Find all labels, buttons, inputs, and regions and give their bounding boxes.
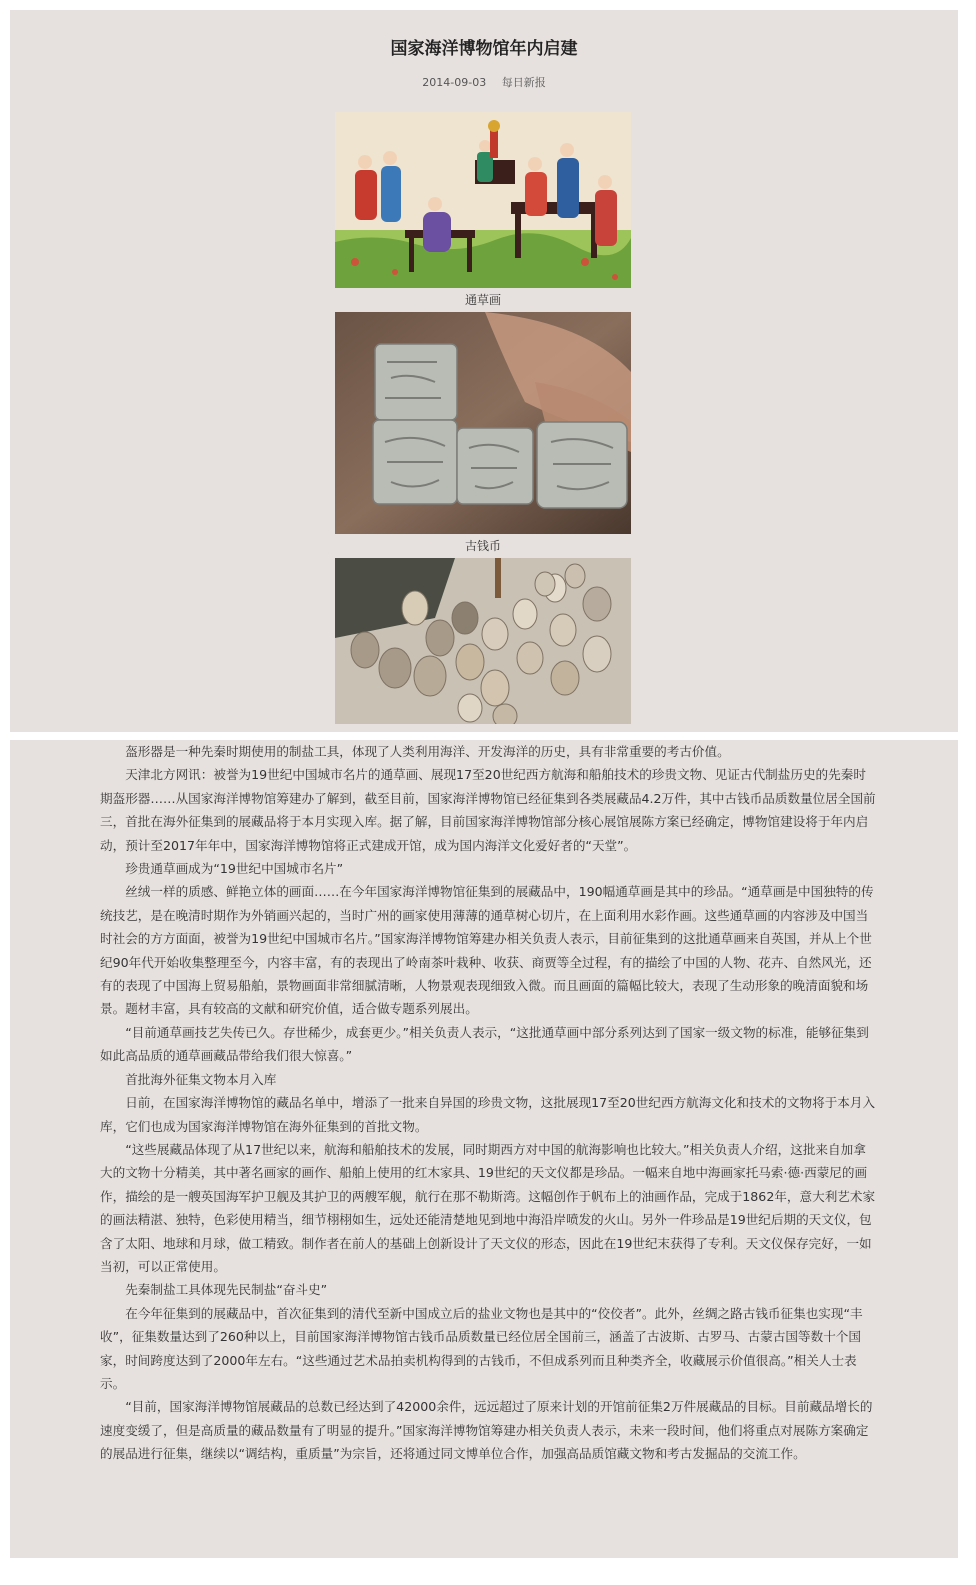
paragraph: 在今年征集到的展藏品中，首次征集到的清代至新中国成立后的盐业文物也是其中的“佼佼者”。此外，丝绸之路古钱币征集也实现“丰收”，征集数量达到了260种以上，目前国家海洋博物馆古钱币品质数量已经位居全国前三，涵盖了古波斯、古罗马、古蒙古国等数十个国家，时间跨度达到了2000年左右。“这些通过艺术品拍卖机构得到的古钱币，不但成系列而且种类齐全，收藏展示价值很高。”相关人士表示。 — [100, 1305, 863, 1391]
article-body-panel — [10, 740, 958, 1558]
paragraph: 日前，在国家海洋博物馆的藏品名单中，增添了一批来自异国的珍贵文物，这批展现17至20世纪西方航海文化和技术的文物将于本月入库，它们也成为国家海洋博物馆在海外征集到的首批文物。 — [100, 1095, 876, 1134]
article-header-panel — [10, 10, 958, 732]
painting-image — [335, 112, 631, 288]
figure-painting — [335, 112, 631, 308]
article-meta — [10, 74, 958, 90]
painting-caption: 通草画 — [464, 293, 501, 307]
subheading: 先秦制盐工具体现先民制盐“奋斗史” — [125, 1282, 328, 1298]
article-body — [100, 740, 876, 1466]
coins-caption: 古钱币 — [464, 539, 501, 553]
paragraph: 丝绒一样的质感、鲜艳立体的画面……在今年国家海洋博物馆征集到的展藏品中，190幅通草画是其中的珍品。“通草画是中国独特的传统技艺，是在晚清时期作为外销画兴起的，当时广州的画家使用薄薄的通草树心切片，在上面利用水彩作画。这些通草画的内容涉及中国当时社会的方方面面，被誉为19世纪中国城市名片。”国家海洋博物馆筹建办相关负责人表示，目前征集到的这批通草画来自英国，并从上个世纪90年代开始收集整理至今，内容丰富，有的表现出了岭南茶叶栽种、收获、商贾等全过程，有的描绘了中国的人物、花卉、自然风光，还有的表现了中国海上贸易船舶，景物画面非常细腻清晰，人物景观表现细致入微。而且画面的篇幅比较大，表现了生动形象的晚清面貌和场景。题材丰富，具有较高的文献和研究价值，适合做专题系列展出。 — [100, 884, 874, 1017]
subheading: 首批海外征集文物本月入库 — [125, 1071, 277, 1087]
article-date: 2014-09-03 — [422, 76, 487, 89]
paragraph: 盔形器是一种先秦时期使用的制盐工具，体现了人类利用海洋、开发海洋的历史，具有非常重要的考古价值。 — [125, 744, 730, 759]
salt-vessels-image — [335, 558, 631, 724]
paragraph: “目前，国家海洋博物馆展藏品的总数已经达到了42000余件，远远超过了原来计划的开馆前征集2万件展藏品的目标。目前藏品增长的速度变缓了，但是高质量的藏品数量有了明显的提升。”国家海洋博物馆筹建办相关负责人表示，未来一段时间，他们将重点对展陈方案确定的展品进行征集，继续以“调结构，重质量”为宗旨，还将通过同文博单位合作，加强高品质馆藏文物和考古发掘品的交流工作。 — [100, 1399, 873, 1462]
paragraph: “目前通草画技艺失传已久。存世稀少，成套更少。”相关负责人表示，“这批通草画中部分系列达到了国家一级文物的标准，能够征集到如此高品质的通草画藏品带给我们很大惊喜。” — [100, 1024, 869, 1064]
subheading: 珍贵通草画成为“19世纪中国城市名片” — [125, 861, 344, 877]
paragraph: “这些展藏品体现了从17世纪以来，航海和船舶技术的发展，同时期西方对中国的航海影响也比较大。”相关负责人介绍，这批来自加拿大的文物十分精美，其中著名画家的画作、船舶上使用的红木家具、19世纪的天文仪都是珍品。一幅来自地中海画家托马索·德·西蒙尼的画作，描绘的是一艘英国海军护卫舰及其护卫的两艘军舰，航行在那不勒斯湾。这幅创作于帆布上的油画作品，完成于1862年，意大利艺术家的画法精湛、独特，色彩使用精当，细节栩栩如生，远处还能清楚地见到地中海沿岸喷发的火山。另外一件珍品是19世纪后期的天文仪，包含了太阳、地球和月球，做工精致。制作者在前人的基础上创新设计了天文仪的形态，因此在19世纪末获得了专利。天文仪保存完好，一如当初，可以正常使用。 — [100, 1141, 876, 1274]
article-title: 国家海洋博物馆年内启建 — [390, 39, 578, 59]
coins-image — [335, 312, 631, 534]
figure-salt-vessels — [335, 558, 631, 724]
paragraph: 天津北方网讯：被誉为19世纪中国城市名片的通草画、展现17至20世纪西方航海和船舶技术的珍贵文物、见证古代制盐历史的先秦时期盔形器……从国家海洋博物馆筹建办了解到，截至目前，国家海洋博物馆已经征集到各类展藏品4.2万件，其中古钱币品质数量位居全国前三，首批在海外征集到的展藏品将于本月实现入库。据了解，目前国家海洋博物馆部分核心展馆展陈方案已经确定，博物馆建设将于年内启动，预计至2017年年中，国家海洋博物馆将正式建成开馆，成为国内海洋文化爱好者的“天堂”。 — [100, 767, 876, 853]
article-source: 每日新报 — [501, 76, 546, 89]
figure-coins — [335, 312, 631, 554]
